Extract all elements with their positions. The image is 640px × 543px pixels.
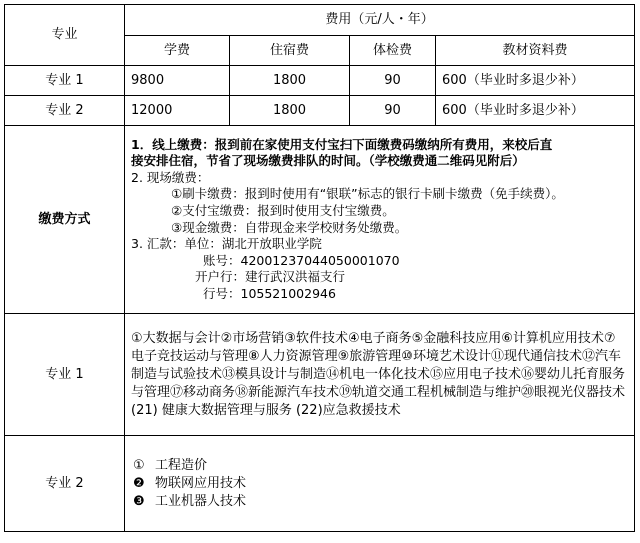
header-row	[5, 5, 635, 36]
materials-header: 教材资料费	[436, 36, 635, 66]
major-name: 专业 1	[5, 66, 125, 96]
majors1-row	[5, 314, 635, 436]
list-item	[133, 493, 626, 511]
tuition-value: 9800	[125, 66, 230, 96]
payment-label: 缴费方式	[5, 126, 125, 314]
fee-table	[4, 4, 635, 532]
payment-line: 3. 汇款：单位：湖北开放职业学院	[131, 236, 322, 252]
majors2-list	[125, 436, 635, 532]
payment-line: ③现金缴费：自带现金来学校财务处缴费。	[171, 219, 408, 235]
payment-line: 开户行：建行武汉洪福支行	[195, 269, 346, 285]
payment-line: ①刷卡缴费：报到时使用有“银联”标志的银行卡刷卡缴费（免手续费）。	[171, 186, 564, 202]
physical-header: 体检费	[350, 36, 436, 66]
payment-line: 1．线上缴费：报到前在家使用支付宝扫下面缴费码缴纳所有费用，来校后直	[131, 136, 553, 152]
tuition-header: 学费	[125, 36, 230, 66]
tuition-value: 12000	[125, 96, 230, 126]
lodging-value: 1800	[230, 66, 350, 96]
payment-line: 2. 现场缴费：	[131, 169, 210, 185]
table-row	[5, 66, 635, 96]
item-mark: ①	[133, 457, 145, 473]
major-name: 专业 2	[5, 96, 125, 126]
list-item	[133, 457, 626, 475]
payment-line: 账号：42001237044050001070	[203, 252, 400, 268]
item-name: 工程造价	[155, 457, 208, 473]
list-item	[133, 475, 626, 493]
lodging-value: 1800	[230, 96, 350, 126]
item-mark: ❷	[133, 475, 145, 491]
majors2-row	[5, 436, 635, 532]
item-name: 物联网应用技术	[155, 475, 247, 491]
payment-line: 行号：105521002946	[203, 285, 336, 301]
col-major-header: 专业	[5, 5, 125, 66]
majors1-list: ①大数据与会计②市场营销③软件技术④电子商务⑤金融科技应用⑥计算机应用技术⑦电子竞技运动与管理⑧人力资源管理⑨旅游管理⑩环境艺术设计⑪现代通信技术⑫汽车制造与试验技术⑬模具设计与制造⑭机电一体化技术⑮应用电子技术⑯婴幼儿托育服务与管理⑰移动商务⑱新能源汽车技术⑲轨道交通工程机械制造与维护⑳眼视光仪器技术 (21) 健康大数据管理与服务 (22)应急救援技术	[125, 314, 635, 436]
payment-line: ②支付宝缴费：报到时使用支付宝缴费。	[171, 202, 395, 218]
majors2-label: 专业 2	[5, 436, 125, 532]
lodging-header: 住宿费	[230, 36, 350, 66]
majors1-label: 专业 1	[5, 314, 125, 436]
materials-value: 600（毕业时多退少补）	[436, 66, 635, 96]
item-name: 工业机器人技术	[155, 493, 247, 509]
table-row	[5, 96, 635, 126]
payment-row	[5, 126, 635, 314]
item-mark: ❸	[133, 493, 145, 509]
physical-value: 90	[350, 96, 436, 126]
payment-content	[125, 126, 635, 314]
physical-value: 90	[350, 66, 436, 96]
col-fee-header: 费用（元/人・年）	[125, 5, 635, 36]
materials-value: 600（毕业时多退少补）	[436, 96, 635, 126]
payment-line: 接安排住宿，节省了现场缴费排队的时间。（学校缴费通二维码见附后）	[131, 153, 525, 169]
